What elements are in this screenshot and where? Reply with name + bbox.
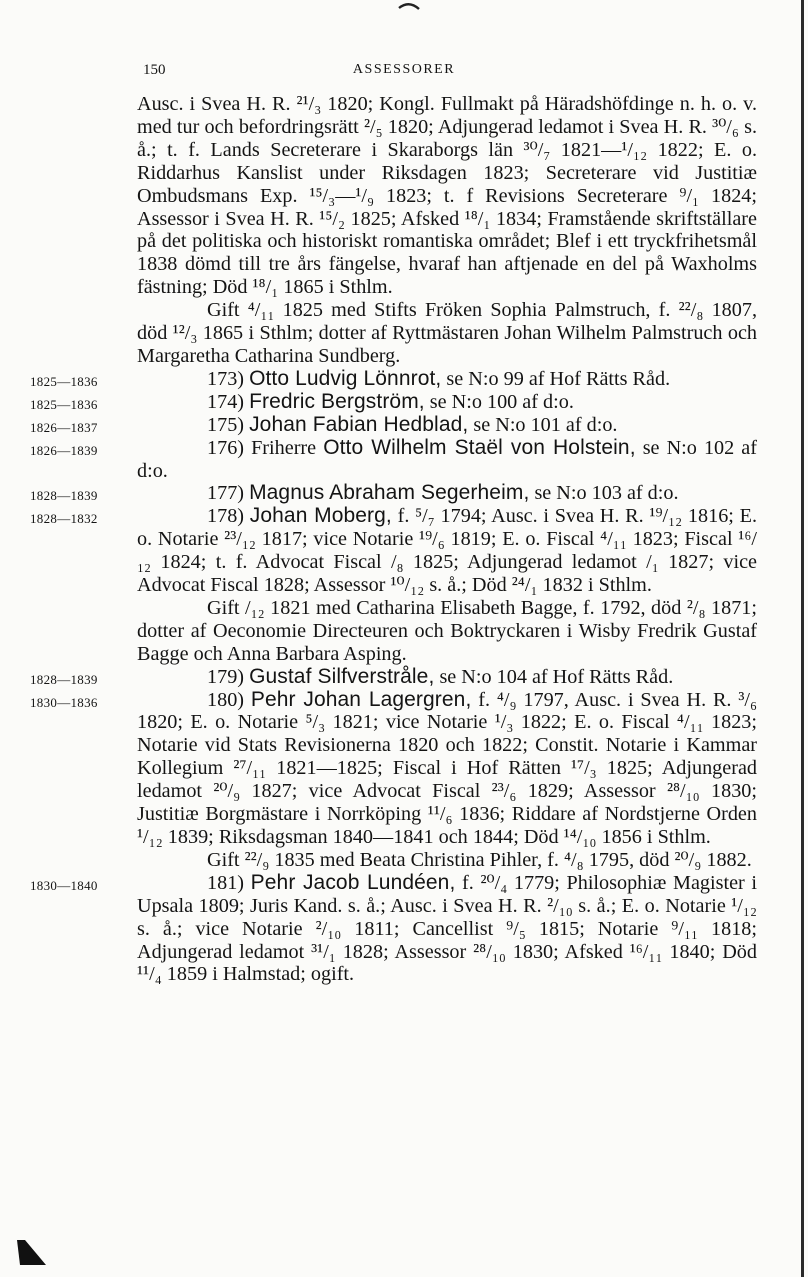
- entry-paragraph: [137, 505, 757, 597]
- entry-years: 1825—1836: [30, 396, 98, 412]
- entry-paragraph: [137, 689, 757, 849]
- entry-paragraph: [137, 872, 757, 987]
- entry-name: Pehr Jacob Lundéen,: [250, 870, 456, 894]
- entry-paragraph: [137, 482, 757, 505]
- register-entry: [30, 435, 757, 483]
- entry-number: 173): [207, 367, 245, 390]
- arrow-icon: [14, 1237, 48, 1267]
- page-body: [30, 93, 758, 986]
- entry-number: 176) Friherre: [207, 436, 324, 459]
- page-edge-line: [801, 0, 804, 1277]
- entry-number: 179): [207, 665, 245, 688]
- entry-number: 181): [207, 871, 245, 894]
- entry-marriage-paragraph: Gift /₁₂ 1821 med Catharina Elisabeth Bagge, f. 1792, död ²/₈ 1871; dotter af Oeconomie Directeuren och Boktryckaren i Wisby Fredrik Gustaf Bagge och Anna Barbara Asping.: [137, 596, 757, 665]
- entry-text: f. ⁴/₉ 1797, Ausc. i Svea H. R. ³/₆ 1820; E. o. Notarie ⁵/₃ 1821; vice Notarie ¹/₃ 1822; E. o. Fiscal ⁴/₁₁ 1823; Notarie vid Stats Revisionerna 1820 och 1822; Constit. Notarie i Kammar Kollegium ²⁷/₁₁ 1821—1825; Fiscal i Hof Rätten ¹⁷/₃ 1825; Adjungerad ledamot ²⁰/₉ 1827; vice Advocat Fiscal ²³/₆ 1829; Assessor ²⁸/₁₀ 1830; Justitiæ Borgmästare i Norrköping ¹¹/₆ 1836; Riddare af Nordstjerne Orden ¹/₁₂ 1839; Riksdagsman 1840—1841 och 1844; Död ¹⁴/₁₀ 1856 i Sthlm.: [137, 688, 758, 848]
- entry-text: se N:o 99 af Hof Rätts Råd.: [441, 367, 671, 390]
- entry-number: 177): [207, 482, 245, 505]
- entry-years: 1828—1832: [30, 511, 98, 527]
- intro-marriage-paragraph: Gift ⁴/₁₁ 1825 med Stifts Fröken Sophia Palmstruch, f. ²²/₈ 1807, död ¹²/₃ 1865 i Sthlm; dotter af Ryttmästaren Johan Wilhelm Palmstruch och Margaretha Catharina Sundberg.: [137, 299, 757, 367]
- register-entry: [30, 664, 757, 689]
- register-entry: [30, 412, 757, 437]
- entry-years: 1830—1840: [30, 877, 98, 893]
- register-entry: [30, 389, 757, 414]
- entry-number: 175): [207, 413, 245, 436]
- entry-text: se N:o 103 af d:o.: [529, 482, 679, 505]
- entry-number: 180): [207, 688, 245, 711]
- entry-text: se N:o 101 af d:o.: [468, 413, 618, 436]
- entry-text: se N:o 102 af d:o.: [137, 436, 757, 482]
- register-entry: [30, 366, 757, 391]
- entry-marriage-paragraph: Gift ²²/₉ 1835 med Beata Christina Pihler, f. ⁴/₈ 1795, död ²⁰/₉ 1882.: [207, 848, 752, 871]
- entry-years: 1830—1836: [30, 694, 98, 710]
- top-curl-mark: [397, 0, 421, 12]
- entry-name: Gustaf Silfverstråle,: [249, 664, 435, 688]
- page-header: [0, 62, 808, 84]
- entry-name: Pehr Johan Lagergren,: [250, 687, 472, 711]
- register-entry: [30, 870, 757, 987]
- register-entry: [30, 504, 758, 665]
- entry-list: [30, 366, 758, 986]
- entry-number: 174): [207, 390, 245, 413]
- entry-years: 1826—1839: [30, 442, 98, 458]
- entry-text: se N:o 100 af d:o.: [424, 390, 574, 413]
- entry-number: 178): [207, 505, 245, 528]
- entry-paragraph: [137, 368, 757, 391]
- entry-text: f. ⁵/₇ 1794; Ausc. i Svea H. R. ¹⁹/₁₂ 1816; E. o. Notarie ²³/₁₂ 1817; vice Notarie ¹⁹/₆ 1819; E. o. Fiscal ⁴/₁₁ 1823; Fiscal ¹⁶/₁₂ 1824; t. f. Advocat Fiscal /₈ 1825; Adjungerad ledamot /₁ 1827; vice Advocat Fiscal 1828; Assessor ¹⁰/₁₂ s. å.; Död ²⁴/₁ 1832 i Sthlm.: [137, 505, 758, 597]
- entry-name: Fredric Bergström,: [249, 389, 425, 413]
- register-entry: [30, 481, 757, 505]
- entry-paragraph: [137, 666, 757, 689]
- page-number: 150: [143, 62, 166, 78]
- entry-years: 1825—1836: [30, 373, 98, 389]
- entry-text: se N:o 104 af Hof Rätts Råd.: [434, 665, 674, 688]
- entry-paragraph: [137, 391, 757, 414]
- intro-paragraph: Ausc. i Svea H. R. ²¹/₃ 1820; Kongl. Fullmakt på Häradshöfdinge n. h. o. v. med tur och befordringsrätt ²/₅ 1820; Adjungerad ledamot i Svea H. R. ³⁰/₆ s. å.; t. f. Lands Secreterare i Skaraborgs län ³⁰/₇ 1821—¹/₁₂ 1822; E. o. Riddarhus Kanslist under Riksdagen 1823; Secreterare vid Justitiæ Ombudsmans Exp. ¹⁵/₃—¹/₉ 1823; t. f Revisions Secreterare ⁹/₁ 1824; Assessor i Svea H. R. ¹⁵/₂ 1825; Afsked ¹⁸/₁ 1834; Framstående skriftställare på det politiska och historiskt romantiska området; Blef i ett tryckfrihetsmål 1838 dömd till tre års fängelse, hvaraf han aftjenade en del på Waxholms fästning; Död ¹⁸/₁ 1865 i Sthlm.: [137, 93, 757, 299]
- entry-text: f. ²⁰/₄ 1779; Philosophiæ Magister i Upsala 1809; Juris Kand. s. å.; Ausc. i Svea H. R. ²/₁₀ s. å.; E. o. Notarie ¹/₁₂ s. å.; vice Notarie ²/₁₀ 1811; Cancellist ⁹/₅ 1815; Notarie ⁹/₁₁ 1818; Adjungerad ledamot ³¹/₁ 1828; Assessor ²⁸/₁₀ 1830; Afsked ¹⁶/₁₁ 1840; Död ¹¹/₄ 1859 i Halmstad; ogift.: [137, 871, 757, 986]
- entry-name: Johan Fabian Hedblad,: [249, 412, 469, 436]
- running-title: ASSESSORER: [352, 62, 456, 77]
- entry-years: 1828—1839: [30, 671, 98, 687]
- entry-name: Johan Moberg,: [249, 504, 392, 528]
- entry-name: Otto Ludvig Lönnrot,: [249, 366, 442, 390]
- entry-name: Otto Wilhelm Staël von Holstein,: [323, 435, 636, 459]
- entry-name: Magnus Abraham Segerheim,: [249, 481, 530, 505]
- entry-years: 1826—1837: [30, 419, 98, 435]
- register-entry: [30, 687, 758, 872]
- entry-years: 1828—1839: [30, 488, 98, 504]
- entry-paragraph: [137, 437, 757, 483]
- entry-paragraph: [137, 414, 757, 437]
